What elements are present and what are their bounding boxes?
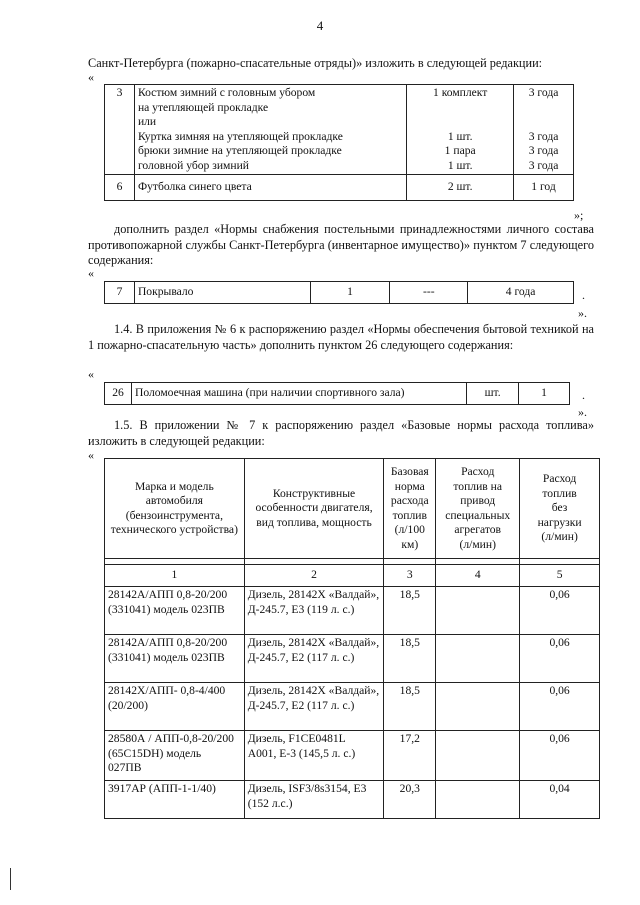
engine-cell bbox=[244, 635, 384, 683]
column-number: 2 bbox=[244, 565, 384, 587]
header-row bbox=[105, 459, 600, 559]
column-number-row bbox=[105, 565, 600, 587]
header-line: технического устройства) bbox=[110, 523, 238, 536]
fuel-norms-table bbox=[104, 458, 600, 819]
engine-cell-line: Д-245.7, Е2 (117 л. с.) bbox=[247, 698, 355, 712]
engine-cell-line: A001, E-3 (145,5 л. с.) bbox=[247, 746, 356, 760]
header-line: (л/мин) bbox=[541, 530, 578, 544]
engine-cell-line: Дизель, 28142Х «Валдай», bbox=[247, 684, 380, 697]
vehicle-model-cell bbox=[105, 635, 245, 683]
header-idle bbox=[520, 459, 600, 559]
quote-close-2: ». bbox=[578, 306, 587, 320]
header-line: (л/100 bbox=[394, 523, 425, 536]
engine-cell-line: Дизель, 28142Х «Валдай», bbox=[247, 588, 380, 601]
vehicle-model-cell-line: 28142А/АПП 0,8-20/200 bbox=[108, 588, 228, 601]
vehicle-model-cell-line: (331041) модель 023ПВ bbox=[108, 650, 225, 664]
header-engine bbox=[244, 459, 384, 559]
idle-consumption-cell: 0,06 bbox=[520, 635, 600, 683]
quote-open-1: « bbox=[88, 70, 94, 84]
engine-cell bbox=[244, 587, 384, 635]
special-consumption-cell bbox=[436, 731, 520, 781]
quantity-line: 1 пара bbox=[444, 144, 476, 157]
vehicle-model-cell-line: 3917АР (АПП-1-1/40) bbox=[108, 782, 216, 795]
header-base-norm bbox=[384, 459, 436, 559]
column-number: 3 bbox=[384, 565, 436, 587]
header-line: км) bbox=[401, 537, 419, 551]
header-line: Конструктивные bbox=[272, 486, 356, 500]
paragraph-appliances: 1.4. В приложения № 6 к распоряжению раздел «Нормы обеспечения бытовой техникой на 1 пожарно-спасательную часть» дополнить пунктом 26 следующего содержания: bbox=[88, 322, 594, 352]
header-line: нагрузки bbox=[537, 515, 582, 529]
table-row bbox=[105, 175, 574, 201]
header-line: особенности двигателя, bbox=[255, 501, 373, 515]
header-special bbox=[436, 459, 520, 559]
vehicle-model-cell-line: 28580А / АПП-0,8-20/200 bbox=[108, 732, 234, 745]
quote-open-2: « bbox=[88, 266, 94, 280]
special-consumption-cell bbox=[436, 635, 520, 683]
row-number: 3 bbox=[105, 85, 135, 175]
period-cell: 4 года bbox=[468, 282, 574, 304]
period-line: 3 года bbox=[528, 129, 559, 143]
vehicle-model-cell-line: (20/200) bbox=[108, 698, 148, 712]
row-number: 7 bbox=[105, 282, 135, 304]
column-number: 5 bbox=[520, 565, 600, 587]
item-name-line: Костюм зимний с головным убором bbox=[137, 86, 316, 99]
vehicle-model-cell bbox=[105, 587, 245, 635]
vehicle-model-cell bbox=[105, 781, 245, 819]
special-consumption-cell bbox=[436, 587, 520, 635]
quantity-cell: 2 шт. bbox=[407, 175, 514, 201]
header-line: вид топлива, мощность bbox=[256, 515, 372, 529]
quantity-cell: 1 bbox=[519, 383, 570, 405]
spacer bbox=[410, 101, 510, 130]
unit-cell: шт. bbox=[467, 383, 519, 405]
engine-cell-line: Дизель, F1CE0481L bbox=[247, 732, 346, 745]
dash-cell: --- bbox=[390, 282, 468, 304]
base-norm-cell: 18,5 bbox=[384, 587, 436, 635]
margin-mark bbox=[10, 868, 11, 890]
column-number: 1 bbox=[105, 565, 245, 587]
quantity-cell bbox=[407, 85, 514, 175]
appliances-table bbox=[104, 382, 570, 405]
header-line: Расход bbox=[461, 465, 495, 478]
engine-cell bbox=[244, 683, 384, 731]
paragraph-bedding: дополнить раздел «Нормы снабжения постельными принадлежностями личного состава противопожарной службы Санкт-Петербурга (инвентарное имущество)» пунктом 7 следующего содержания: bbox=[88, 222, 594, 267]
idle-consumption-cell: 0,06 bbox=[520, 683, 600, 731]
header-line: Марка и модель bbox=[134, 479, 214, 493]
table-row bbox=[105, 282, 574, 304]
special-consumption-cell bbox=[436, 683, 520, 731]
quote-close-3: ». bbox=[578, 405, 587, 419]
vehicle-model-cell bbox=[105, 683, 245, 731]
quote-open-4: « bbox=[88, 448, 94, 462]
header-line: (л/мин) bbox=[459, 537, 496, 551]
paragraph-fuel: 1.5. В приложении № 7 к распоряжению раздел «Базовые нормы расхода топлива» изложить в следующей редакции: bbox=[88, 418, 594, 448]
vehicle-model-cell-line: (65С15DН) модель bbox=[108, 746, 202, 760]
base-norm-cell: 20,3 bbox=[384, 781, 436, 819]
fuel-table-body bbox=[105, 587, 600, 819]
header-line: автомобиля bbox=[145, 494, 203, 507]
page-number: 4 bbox=[316, 18, 324, 33]
header-line: специальных bbox=[445, 508, 511, 522]
header-line: без bbox=[551, 501, 568, 515]
item-name-cell bbox=[134, 85, 406, 175]
item-name-cell: Поломоечная машина (при наличии спортивного зала) bbox=[131, 383, 466, 405]
row-number: 26 bbox=[105, 383, 132, 405]
quote-open-3: « bbox=[88, 367, 94, 381]
engine-cell-line: (152 л.с.) bbox=[247, 796, 293, 810]
quantity-line: 1 шт. bbox=[447, 158, 473, 172]
idle-consumption-cell: 0,04 bbox=[520, 781, 600, 819]
base-norm-cell: 18,5 bbox=[384, 683, 436, 731]
header-line: топлив на bbox=[453, 479, 503, 493]
idle-consumption-cell: 0,06 bbox=[520, 587, 600, 635]
special-consumption-cell bbox=[436, 781, 520, 819]
period-line: 3 года bbox=[528, 144, 559, 157]
fuel-row bbox=[105, 587, 600, 635]
header-line: агрегатов bbox=[454, 523, 502, 536]
item-name-line: брюки зимние на утепляющей прокладке bbox=[137, 144, 342, 157]
column-number: 4 bbox=[436, 565, 520, 587]
header-line: расхода bbox=[390, 494, 429, 507]
header-line: топлив bbox=[392, 508, 427, 522]
header-line: (бензоинструмента, bbox=[125, 508, 223, 522]
vehicle-model-cell-line: (331041) модель 023ПВ bbox=[108, 602, 225, 616]
engine-cell-line: Д-245.7, Е2 (117 л. с.) bbox=[247, 650, 355, 664]
quantity-line: 1 комплект bbox=[433, 86, 488, 99]
engine-cell-line: Дизель, ISF3/8s3154, Е3 bbox=[247, 782, 367, 795]
quantity-cell: 1 bbox=[310, 282, 390, 304]
item-name-line: или bbox=[137, 115, 157, 128]
row-number: 6 bbox=[105, 175, 135, 201]
item-name-line: на утепляющей прокладке bbox=[137, 100, 269, 114]
engine-cell-line: Дизель, 28142Х «Валдай», bbox=[247, 636, 380, 649]
engine-cell bbox=[244, 731, 384, 781]
engine-cell-line: Д-245.7, Е3 (119 л. с.) bbox=[247, 602, 355, 616]
item-name-line: головной убор зимний bbox=[137, 158, 249, 172]
idle-consumption-cell: 0,06 bbox=[520, 731, 600, 781]
fuel-row bbox=[105, 635, 600, 683]
header-line: норма bbox=[394, 479, 425, 493]
table-row bbox=[105, 383, 570, 405]
fuel-row bbox=[105, 731, 600, 781]
header-model bbox=[105, 459, 245, 559]
header-line: Расход bbox=[542, 472, 577, 486]
fuel-row bbox=[105, 683, 600, 731]
quantity-line: 1 шт. bbox=[447, 129, 473, 143]
item-name-cell: Покрывало bbox=[134, 282, 310, 304]
table-row bbox=[105, 85, 574, 175]
engine-cell bbox=[244, 781, 384, 819]
header-line: привод bbox=[460, 494, 496, 507]
header-line: топлив bbox=[542, 486, 577, 500]
period-cell: 1 год bbox=[514, 175, 574, 201]
period-line: 3 года bbox=[528, 86, 559, 99]
clothing-table bbox=[104, 84, 574, 201]
period-line: 3 года bbox=[528, 158, 559, 172]
base-norm-cell: 17,2 bbox=[384, 731, 436, 781]
fuel-row bbox=[105, 781, 600, 819]
item-name-cell: Футболка синего цвета bbox=[134, 175, 406, 201]
item-name-line: Куртка зимняя на утепляющей прокладке bbox=[137, 129, 343, 143]
row-end-dot-3: . bbox=[582, 388, 585, 402]
period-cell bbox=[514, 85, 574, 175]
base-norm-cell: 18,5 bbox=[384, 635, 436, 683]
vehicle-model-cell-line: 28142Х/АПП- 0,8-4/400 bbox=[108, 684, 226, 697]
bedding-table bbox=[104, 281, 574, 304]
intro-line: Санкт-Петербурга (пожарно-спасательные отряды)» изложить в следующей редакции: bbox=[88, 56, 543, 70]
row-end-dot-2: . bbox=[582, 288, 585, 302]
header-line: Базовая bbox=[390, 465, 429, 478]
spacer bbox=[517, 101, 570, 130]
vehicle-model-cell bbox=[105, 731, 245, 781]
vehicle-model-cell-line: 28142А/АПП 0,8-20/200 bbox=[108, 636, 228, 649]
quote-close-1: »; bbox=[574, 208, 584, 222]
vehicle-model-cell-line: 027ПВ bbox=[108, 761, 142, 774]
